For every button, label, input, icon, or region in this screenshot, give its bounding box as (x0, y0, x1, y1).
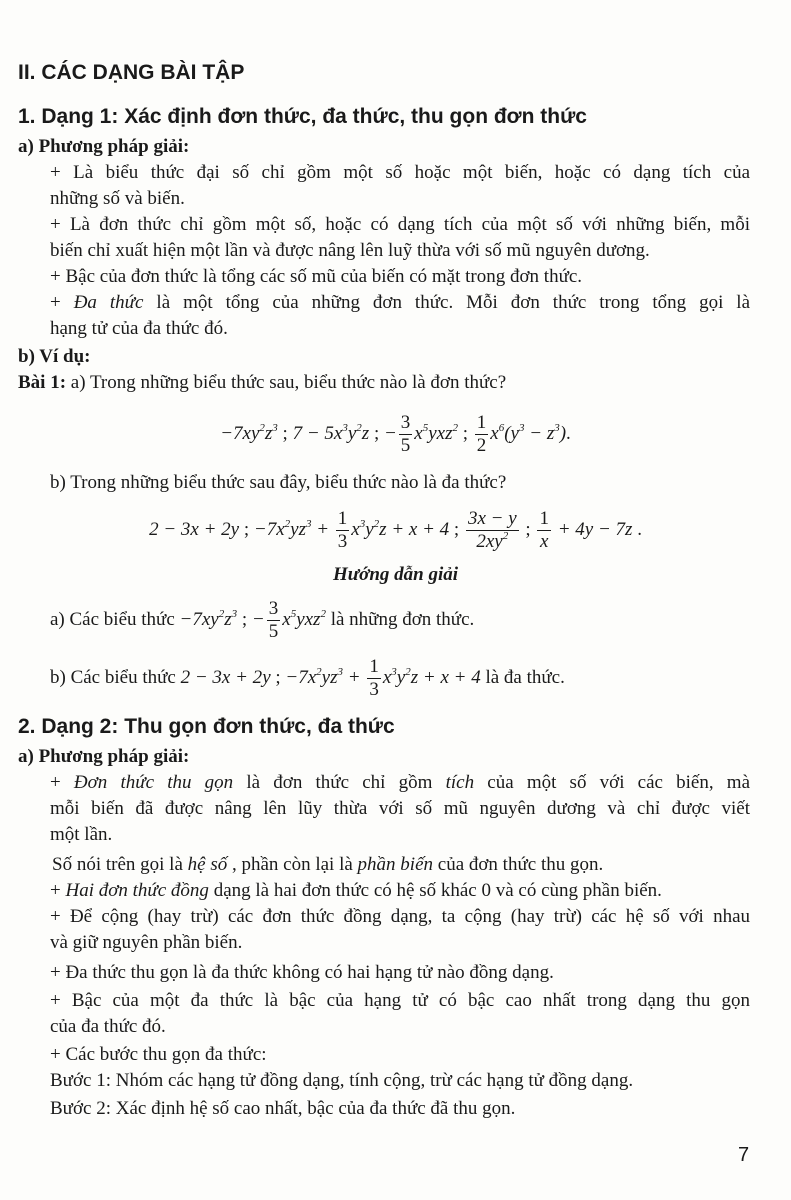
answer-a-suffix: là những đơn thức. (330, 608, 475, 630)
q2-variable-part: phần biến (357, 854, 434, 875)
type2-step-2: Bước 2: Xác định hệ số cao nhất, bậc của đa thức đã thu gọn. (50, 1098, 516, 1119)
p4-prefix: + (50, 292, 74, 313)
answer-b: b) Các biểu thức 2 − 3x + 2y ; $-7x^2yz^3$ + $\frac{1}{3}$ $x^3y^2z + x + 4$ là đa thức. (50, 656, 565, 700)
type1-p2-line1: + Là đơn thức chỉ gồm một số, hoặc có dạng tích của một số với những biến, mỗi (50, 214, 750, 235)
type1-title: 1. Dạng 1: Xác định đơn thức, đa thức, thu gọn đơn thức (18, 105, 587, 128)
exercise-1-label: Bài 1: (18, 372, 67, 393)
exercise-1 (18, 370, 506, 396)
polynomial-candidates: 2 − 3x + 2y ; $-7x^2yz^3$ + $\frac{1}{3}$ $x^3y^2z + x + 4$ ; $\frac{3x - y}{2xy^2}$ ; $\frac{1}{x}$ + 4y − 7z . (149, 508, 642, 552)
type2-p1-line3: một lần. (50, 824, 113, 845)
type2-paragraph-6 (50, 988, 750, 1040)
q1-italic2: tích (445, 772, 475, 793)
type2-paragraph-2 (52, 852, 752, 878)
answer-a: a) Các biểu thức $-7xy^2z^3$ ; − $\frac{3}{5}$ $x^5yxz^2$ là những đơn thức. (50, 598, 475, 642)
q1-italic: Đơn thức thu gọn (73, 772, 234, 793)
answer-b-prefix: b) Các biểu thức (50, 666, 176, 688)
guide-heading: Hướng dẫn giải (332, 564, 459, 585)
type2-title: 2. Dạng 2: Thu gọn đơn thức, đa thức (18, 715, 395, 738)
type2-paragraph-5: + Đa thức thu gọn là đa thức không có hai hạng tử nào đồng dạng. (50, 962, 554, 983)
monomial-candidates: $-7xy^2z^3$ ; $7 - 5x^3y^2z$ ; − $\frac{3}{5}$ $x^5yxz^2$ ; $\frac{1}{2}$ $x^6(y^3 - z^3)$. (220, 412, 571, 456)
exercise-1b-question: b) Trong những biểu thức sau đây, biểu thức nào là đa thức? (50, 472, 507, 493)
type2-p4-line2: và giữ nguyên phần biến. (50, 932, 243, 953)
q1-rest: của một số với các biến, mà (474, 772, 751, 793)
type1-paragraph-4 (50, 290, 750, 342)
type2-paragraph-4 (50, 904, 750, 956)
type2-p4-line1: + Để cộng (hay trừ) các đơn thức đồng dạng, ta cộng (hay trừ) các hệ số với nhau (50, 906, 750, 927)
type2-step-1: Bước 1: Nhóm các hạng tử đồng dạng, tính cộng, trừ các hạng tử đồng dạng. (50, 1070, 634, 1091)
q2-a: Số nói trên gọi là (52, 854, 188, 875)
type1-paragraph-2 (50, 212, 750, 264)
type2-p6-line1: + Bậc của một đa thức là bậc của hạng tử có bậc cao nhất trong dạng thu gọn (50, 990, 750, 1011)
type2-paragraph-3 (50, 878, 750, 904)
type1-p1-line2: những số và biến. (50, 188, 185, 209)
q3-italic: Hai đơn thức đồng (65, 880, 209, 901)
exercise-1a-question: a) Trong những biểu thức sau, biểu thức nào là đơn thức? (70, 372, 507, 393)
q3-prefix: + (50, 880, 66, 901)
p4-italic: Đa thức (73, 292, 144, 313)
q2-coefficient: hệ số (187, 854, 228, 875)
type1-p4-line2: hạng tử của đa thức đó. (50, 318, 228, 339)
type2-paragraph-1 (50, 770, 750, 848)
type1-paragraph-1 (50, 160, 750, 212)
p4-rest: là một tổng của những đơn thức. Mỗi đơn thức trong tổng gọi là (143, 292, 751, 313)
type2-p6-line2: của đa thức đó. (50, 1016, 166, 1037)
answer-b-suffix: là đa thức. (485, 666, 565, 688)
type1-p1-line1: + Là biểu thức đại số chỉ gồm một số hoặc một biến, hoặc có dạng tích của (50, 162, 750, 183)
section-title: II. CÁC DẠNG BÀI TẬP (18, 61, 245, 84)
q2-c: của đơn thức thu gọn. (433, 854, 604, 875)
type1-p2-line2: biến chỉ xuất hiện một lần và được nâng lên luỹ thừa với số mũ nguyên dương. (50, 240, 650, 261)
q2-b: , phần còn lại là (227, 854, 358, 875)
q1-mid: là đơn thức chỉ gồm (233, 772, 446, 793)
type1-method-heading: a) Phương pháp giải: (18, 136, 190, 157)
type1-example-heading: b) Ví dụ: (18, 346, 91, 367)
q3-rest: dạng là hai đơn thức có hệ số khác 0 và có cùng phần biến. (208, 880, 662, 901)
page-number: 7 (738, 1144, 750, 1166)
type2-paragraph-7: + Các bước thu gọn đa thức: (50, 1044, 267, 1065)
type1-paragraph-3: + Bậc của đơn thức là tổng các số mũ của biến có mặt trong đơn thức. (50, 266, 583, 287)
type2-method-heading: a) Phương pháp giải: (18, 746, 190, 767)
type2-p1-line2: mỗi biến đã được nâng lên lũy thừa với số mũ nguyên dương và chỉ được viết (50, 798, 750, 819)
q1-prefix: + (50, 772, 74, 793)
answer-a-prefix: a) Các biểu thức (50, 608, 175, 630)
